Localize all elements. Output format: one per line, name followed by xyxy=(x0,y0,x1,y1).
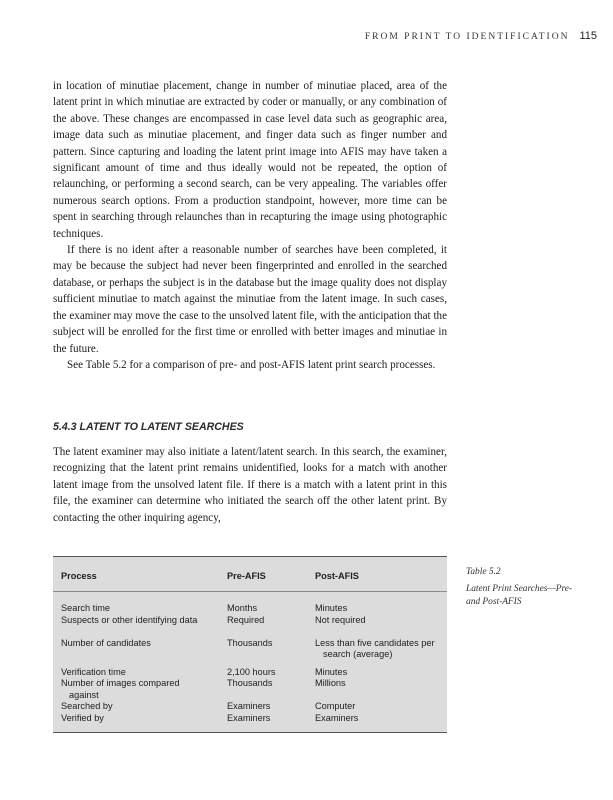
table-cell: 2,100 hours xyxy=(227,666,276,677)
table-cell: Examiners xyxy=(315,712,359,723)
column-header-post-afis: Post-AFIS xyxy=(315,571,359,581)
paragraph-2: If there is no ident after a reasonable number of searches have been completed, it may be because the subject had never been fingerprinted and enrolled in the searched database, or perhaps the subject is in the database but the image quality does not display sufficient minutiae to match against the minutiae from the latent image. In such cases, the examiner may move the case to the unsolved latent file, with the anticipation that the subject will be enrolled for the first time or enrolled with better images and minutiae in the future. xyxy=(53,244,447,355)
table-cell: Months xyxy=(227,603,258,613)
table-caption xyxy=(466,566,586,609)
section-paragraph: The latent examiner may also initiate a latent/latent search. In this search, the examiner, recognizing that the latent print remains unidentified, looks for a match with another latent image from the unsolved latent file. If there is a match with a latent print in this file, the examiner can determine who initiated the search off the other latent print. By contacting the other inquiring agency, xyxy=(53,446,447,524)
table-cell: Minutes xyxy=(315,666,348,677)
caption-text: Latent Print Searches—Pre- and Post-AFIS xyxy=(466,584,573,607)
table-header xyxy=(53,557,447,592)
running-title: FROM PRINT TO IDENTIFICATION xyxy=(364,32,570,42)
column-header-process: Process xyxy=(61,571,97,581)
paragraph-1: in location of minutiae placement, change in number of minutiae placed, area of the latent print in which minutiae are extracted by coder or manually, or any combination of the above. These changes are encompassed in case level data such as geographic area, image data such as minutiae placement, and finger data such as finger number and pattern. Since capturing and loading the latent print image into AFIS may have taken a significant amount of time and thus ideally would not be repeated, the option of relaunching, or performing a second search, can be very appealing. The variables offer numerous search options. From a production standpoint, however, more time can be spent in searching through relaunches than in recapturing the image using photographic techniques. xyxy=(53,80,447,240)
table-cell: Thousands xyxy=(227,637,273,648)
table-cell: Minutes xyxy=(315,603,348,613)
table-cell: Computer xyxy=(315,701,356,711)
table-cell: Millions xyxy=(315,678,346,688)
table-cell: Verified by xyxy=(61,712,104,723)
table-cell: Search time xyxy=(61,603,111,613)
table-cell: Not required xyxy=(315,614,366,625)
table-cell: Examiners xyxy=(227,712,271,723)
table-row xyxy=(53,615,447,638)
table-row xyxy=(53,667,447,679)
table-cell: Suspects or other identifying data xyxy=(61,614,198,625)
table-cell: Examiners xyxy=(227,701,271,711)
table-cell: Number of images compared against xyxy=(61,678,180,700)
section-heading: 5.4.3 LATENT TO LATENT SEARCHES xyxy=(53,421,244,433)
body-text xyxy=(53,78,447,373)
table-cell: Required xyxy=(227,614,265,625)
page-number: 115 xyxy=(579,30,597,42)
table-row xyxy=(53,713,447,725)
table-cell: Thousands xyxy=(227,678,273,688)
caption-number: Table 5.2 xyxy=(466,567,501,577)
comparison-table xyxy=(53,556,447,733)
running-head xyxy=(37,30,597,42)
table-row xyxy=(53,638,447,667)
table-row xyxy=(53,603,447,615)
table-row xyxy=(53,701,447,713)
table-body xyxy=(53,603,447,724)
table-cell: Verification time xyxy=(61,666,126,677)
paragraph-3: See Table 5.2 for a comparison of pre- and post-AFIS latent print search processes. xyxy=(67,358,436,371)
table-row xyxy=(53,678,447,701)
table-cell: Searched by xyxy=(61,701,113,711)
column-header-pre-afis: Pre-AFIS xyxy=(227,571,266,581)
table-cell: Number of candidates xyxy=(61,637,151,648)
table-cell: Less than five candidates per search (average) xyxy=(315,637,435,659)
section-body xyxy=(53,444,447,526)
